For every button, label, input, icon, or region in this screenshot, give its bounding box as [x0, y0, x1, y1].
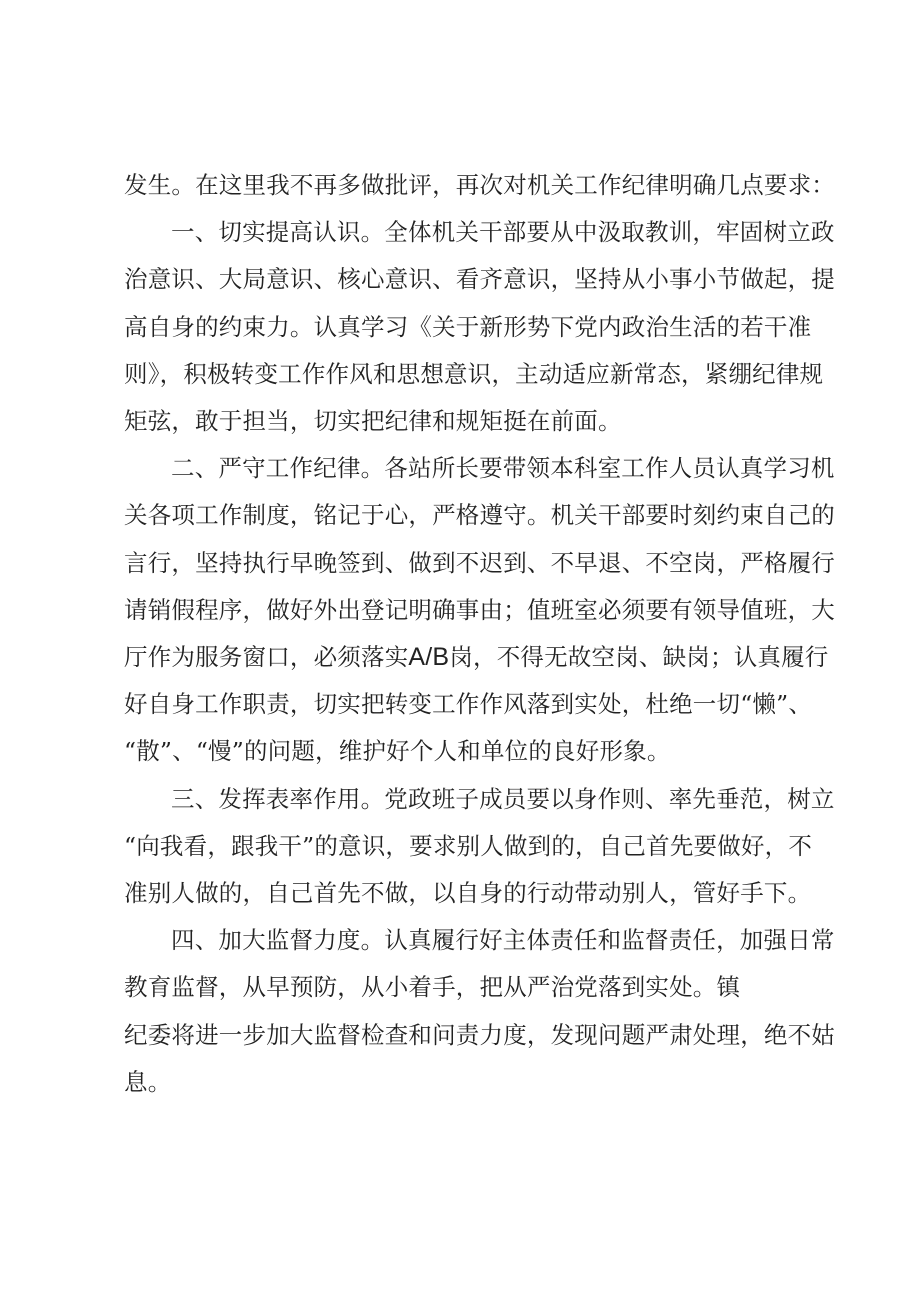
text-line: “向我看，跟我干”的意识，要求别人做到的，自己首先要做好，不 [124, 831, 813, 860]
text-line: 准别人做的，自己首先不做，以自身的行动带动别人，管好手下。 [124, 879, 812, 908]
text-line: 则》，积极转变工作作风和思想意识，主动适应新常态，紧绷纪律规 [124, 359, 824, 388]
text-line: 言行，坚持执行早晚签到、做到不迟到、不早退、不空岗，严格履行 [124, 548, 835, 577]
text-segment: 岗，不得无故空岗、缺岗；认真履行 [449, 643, 829, 672]
section-two-heading-line: 二、严守工作纪律。各站所长要带领本科室工作人员认真学习机 [171, 454, 835, 483]
document-body [124, 162, 835, 1106]
text-line: 发生。在这里我不再多做批评，再次对机关工作纪律明确几点要求： [124, 171, 835, 199]
latin-text-segment: A/B [408, 643, 450, 672]
text-line: 请销假程序，做好外出登记明确事由；值班室必须要有领导值班，大 [124, 595, 835, 624]
text-line: 高自身的约束力。认真学习《关于新形势下党内政治生活的若干准 [124, 312, 812, 341]
text-line: 教育监督，从早预防，从小着手，把从严治党落到实处。镇 [124, 973, 741, 1002]
text-line: 息。 [124, 1067, 172, 1096]
text-segment: 厅作为服务窗口，必须落实 [124, 643, 409, 672]
text-line: 矩弦，敢于担当，切实把纪律和规矩挺在前面。 [124, 407, 622, 436]
section-one-heading-line: 一、切实提高认识。全体机关干部要从中汲取教训，牢固树立政 [171, 218, 835, 247]
text-line: 关各项工作制度，铭记于心，严格遵守。机关干部要时刻约束自己的 [124, 501, 835, 530]
text-line: 治意识、大局意识、核心意识、看齐意识，坚持从小事小节做起，提 [124, 265, 835, 294]
text-line: 纪委将进一步加大监督检查和问责力度，发现问题严肃处理，绝不姑 [124, 1020, 835, 1049]
text-line: 好自身工作职责，切实把转变工作作风落到实处，杜绝一切“懒”、 [124, 690, 813, 719]
section-three-heading-line: 三、发挥表率作用。党政班子成员要以身作则、率先垂范，树立 [171, 784, 835, 813]
text-line: “散”、“慢”的问题，维护好个人和单位的良好形象。 [124, 737, 671, 766]
text-line [124, 634, 829, 681]
section-four-heading-line: 四、加大监督力度。认真履行好主体责任和监督责任，加强日常 [171, 926, 835, 955]
